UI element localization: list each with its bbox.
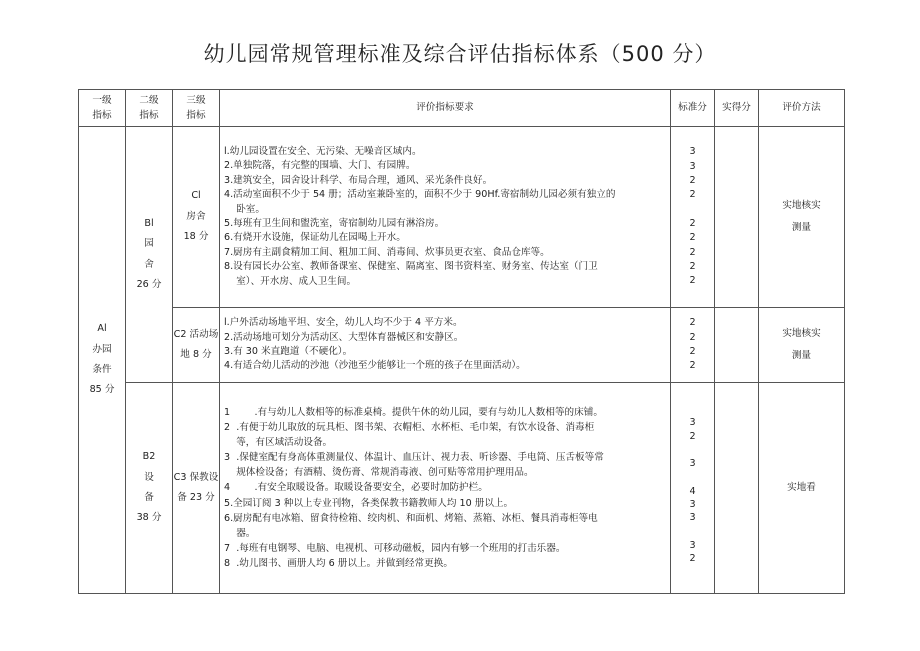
requirements-cell-c3 bbox=[220, 383, 671, 594]
table-row-c1 bbox=[79, 127, 845, 308]
actual-score-cell-c1[interactable] bbox=[715, 127, 759, 308]
table-row-c3 bbox=[79, 383, 845, 594]
list-item: 8 .幼儿图书、画册人均 6 册以上。并做到经常更换。 bbox=[224, 558, 453, 570]
method-cell-c2: 实地核实 测量 bbox=[759, 308, 845, 383]
standard-score-cell-c1: 3 3 2 2 2 2 2 2 2 bbox=[671, 127, 715, 308]
list-item: 4.活动室面积不少于 54 册；活动室兼卧室的，面积不少于 90Hf.寄宿制幼儿园必须有独立的 bbox=[224, 189, 616, 201]
list-item: 2 .有便于幼儿取放的玩具柜、图书架、衣帽柜、水杯柜、毛巾架，有饮水设备、消毒柜 bbox=[224, 421, 595, 433]
method-cell-c3: 实地看 bbox=[759, 383, 845, 594]
list-item: 3.建筑安全，园舍设计科学、布局合理，通风、采光条件良好。 bbox=[224, 174, 493, 186]
list-item: 5.全园订阅 3 种以上专业刊物，各类保教书籍教师人均 10 册以上。 bbox=[224, 497, 514, 509]
list-item: 等，有区域活动设备。 bbox=[224, 436, 333, 448]
level2-cell-b1: Bl 园 舍 26 分 bbox=[126, 127, 173, 383]
level2-cell-b2: B2 设 备 38 分 bbox=[126, 383, 173, 594]
header-row bbox=[79, 90, 845, 127]
requirements-cell-c1 bbox=[220, 127, 671, 308]
level3-cell-c1: Cl 房舍 18 分 bbox=[173, 127, 220, 308]
list-item: l.幼儿园设置在安全、无污染、无噪音区域内。 bbox=[224, 146, 422, 158]
list-item: 8.设有园长办公室、教师备课室、保健室、隔离室、图书资料室、财务室、传达室（门卫 bbox=[224, 261, 598, 273]
list-item: 3.有 30 米直跑道（不硬化）。 bbox=[224, 346, 353, 357]
list-item: l.户外活动场地平坦、安全，幼儿人均不少于 4 平方米。 bbox=[224, 317, 463, 329]
level3-cell-c2: C2 活动场 地 8 分 bbox=[173, 308, 220, 383]
list-item: 6.有烧开水设施，保证幼儿在园喝上开水。 bbox=[224, 232, 406, 244]
list-item: 5.每班有卫生间和盥洗室，寄宿制幼儿园有淋浴房。 bbox=[224, 218, 445, 229]
header-requirements: 评价指标要求 bbox=[220, 90, 671, 127]
standard-score-cell-c3: 3 2 3 4 3 3 3 2 bbox=[671, 383, 715, 594]
header-level3: 三级 指标 bbox=[173, 90, 220, 127]
list-item: 规体检设备；有酒精、烫伤膏、常规消毒液、创可贴等常用护理用品。 bbox=[224, 467, 534, 479]
table-row-c2 bbox=[79, 308, 845, 383]
list-item: 4 .有安全取暖设备。取暖设备要安全，必要时加防护栏。 bbox=[224, 482, 488, 494]
header-level1: 一级 指标 bbox=[79, 90, 126, 127]
evaluation-table bbox=[78, 89, 845, 594]
header-method: 评价方法 bbox=[759, 90, 845, 127]
list-item: 器。 bbox=[224, 527, 256, 539]
page-title: 幼儿园常规管理标准及综合评估指标体系（500 分） bbox=[203, 42, 717, 66]
list-item: 4.有适合幼儿活动的沙池（沙池至少能够让一个班的孩子在里面活动）。 bbox=[224, 360, 526, 372]
list-item: 室）、开水房、成人卫生间。 bbox=[224, 275, 357, 287]
list-item: 7.厨房有主副食精加工间、粗加工间、消毒间、炊事员更衣室、食品仓库等。 bbox=[224, 246, 550, 258]
actual-score-cell-c3[interactable] bbox=[715, 383, 759, 594]
requirements-cell-c2 bbox=[220, 308, 671, 383]
list-item: 2.活动场地可划分为活动区、大型体育器械区和安静区。 bbox=[224, 331, 464, 343]
header-standard-score: 标准分 bbox=[671, 90, 715, 127]
level3-cell-c3: C3 保教设 备 23 分 bbox=[173, 383, 220, 594]
header-actual-score: 实得分 bbox=[715, 90, 759, 127]
list-item: 2.单独院落，有完整的围墙、大门、有园牌。 bbox=[224, 160, 416, 172]
level1-cell-a1: Al 办园 条件 85 分 bbox=[79, 127, 126, 594]
list-item: 7 .每班有电钢琴、电脑、电视机、可移动磁板，园内有够一个班用的打击乐器。 bbox=[224, 543, 566, 555]
standard-score-cell-c2: 2 2 2 2 bbox=[671, 308, 715, 383]
header-level2: 二级 指标 bbox=[126, 90, 173, 127]
method-cell-c1: 实地核实 测量 bbox=[759, 127, 845, 308]
actual-score-cell-c2[interactable] bbox=[715, 308, 759, 383]
list-item: 6.厨房配有电冰箱、留食待检箱、绞肉机、和面机、烤箱、蒸箱、冰柜、餐具消毒柜等电 bbox=[224, 512, 598, 524]
list-item: 3 .保健室配有身高体重测量仪、体温计、血压计、视力表、听诊器、手电筒、压舌板等常 bbox=[224, 452, 604, 464]
list-item: 卧室。 bbox=[224, 203, 265, 215]
list-item: 1 .有与幼儿人数相等的标准桌椅。提供午休的幼儿园，要有与幼儿人数相等的床铺。 bbox=[224, 406, 603, 418]
